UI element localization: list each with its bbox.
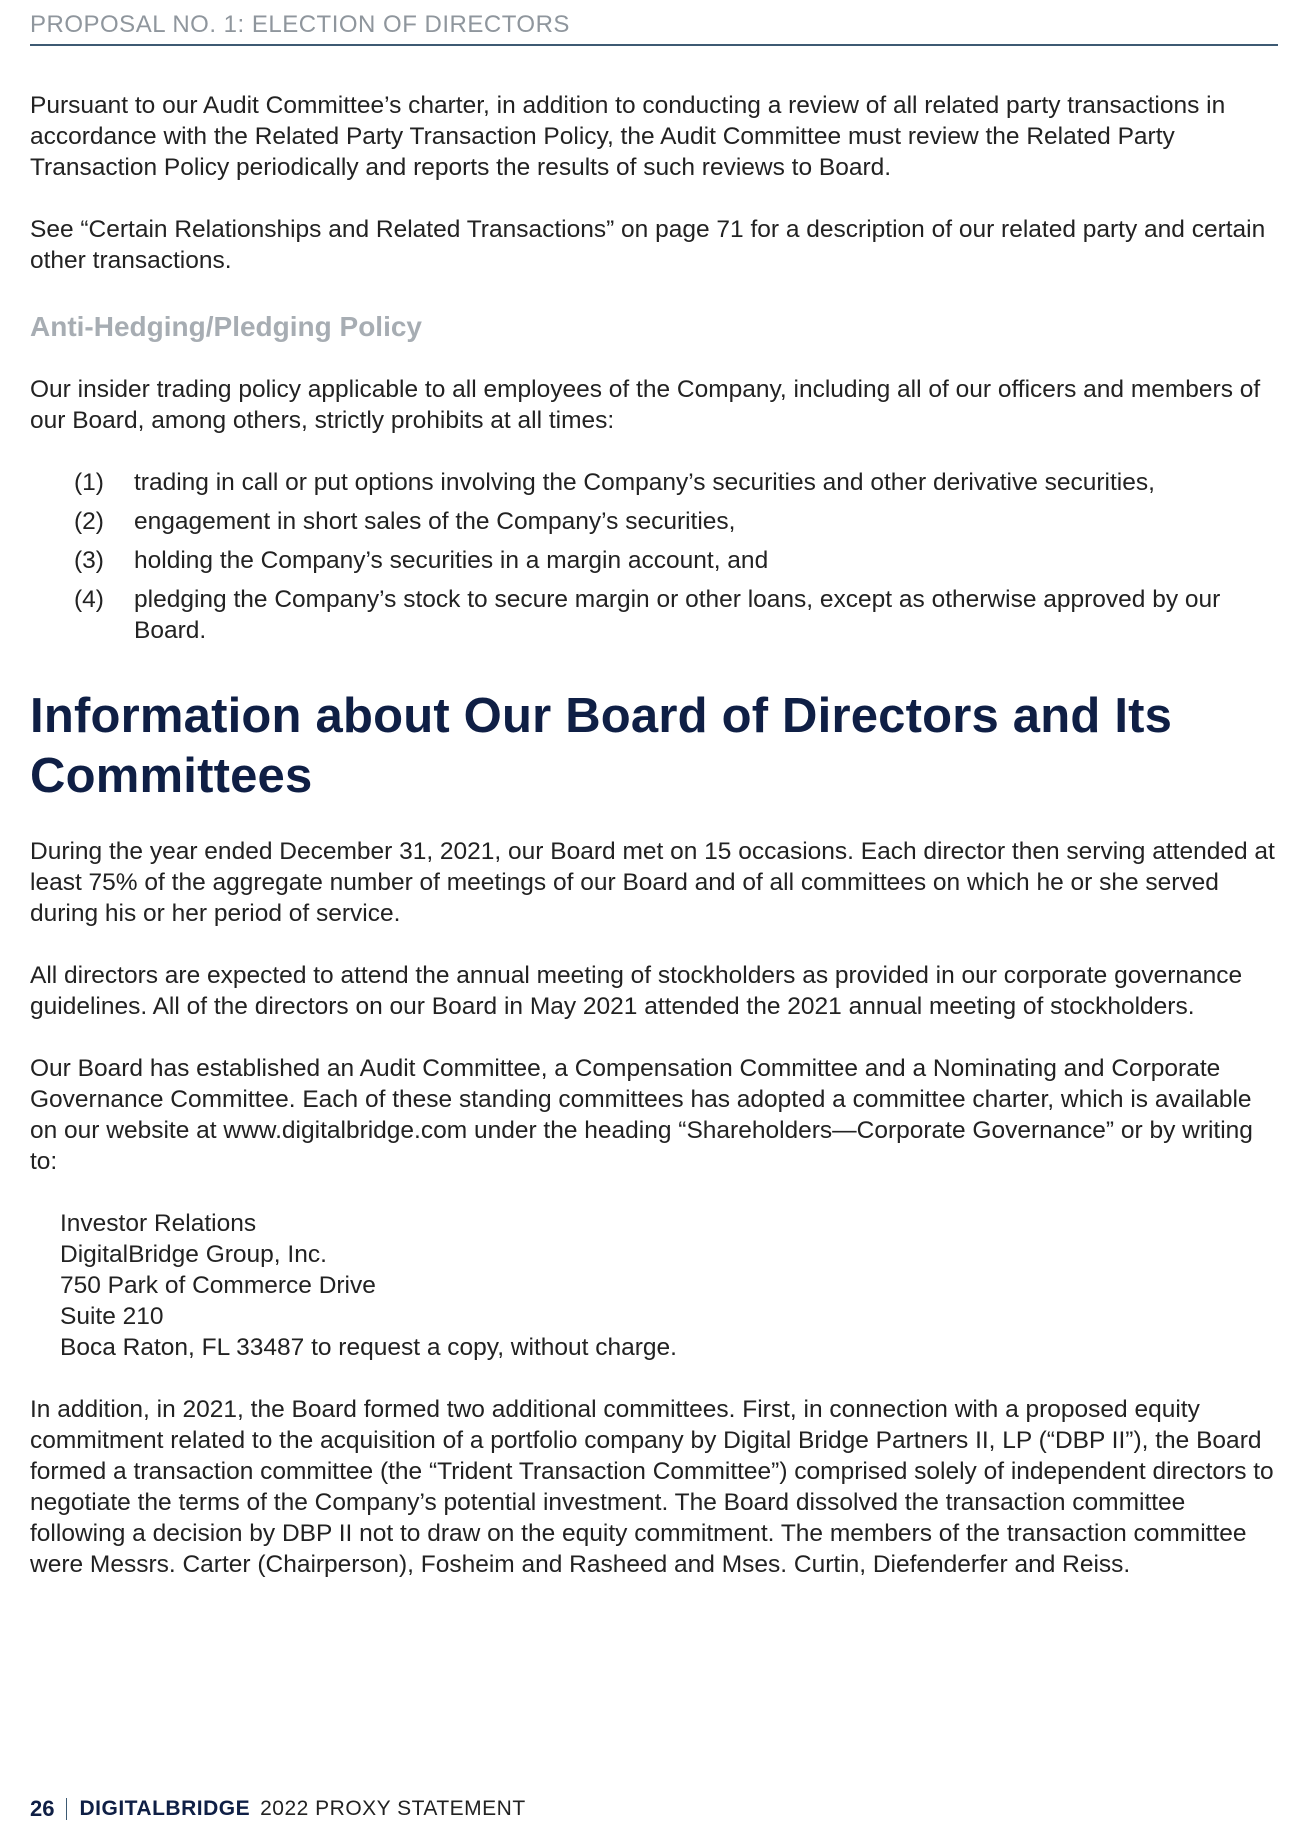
running-header: PROPOSAL NO. 1: ELECTION OF DIRECTORS — [30, 10, 1278, 46]
paragraph-see-related-transactions: See “Certain Relationships and Related Transactions” on page 71 for a description of our related party and certain other transactions. — [30, 216, 1266, 274]
list-item — [30, 545, 1278, 576]
list-item-number: (1) — [74, 469, 104, 496]
paragraph-board-meetings: During the year ended December 31, 2021, our Board met on 15 occasions. Each director then serving attended at least 75% of the aggregate number of meetings of our Board and of all committees on which he or she served during his or her period of service. — [30, 838, 1275, 927]
paragraph-annual-meeting-attendance: All directors are expected to attend the annual meeting of stockholders as provided in our corporate governance guidelines. All of the directors on our Board in May 2021 attended the 2021 annual meeting of stockholders. — [30, 962, 1243, 1020]
paragraph-audit-charter: Pursuant to our Audit Committee’s charter, in addition to conducting a review of all related party transactions in accordance with the Related Party Transaction Policy, the Audit Committee must review the Related Party Transaction Policy periodically and reports the results of such reviews to Board. — [30, 92, 1226, 181]
page-number: 26 — [30, 1796, 55, 1821]
paragraph-insider-trading-intro: Our insider trading policy applicable to all employees of the Company, including all of our officers and members of our Board, among others, strictly prohibits at all times: — [30, 376, 1261, 434]
list-item — [30, 506, 1278, 537]
list-item-text: holding the Company’s securities in a margin account, and — [134, 547, 769, 574]
list-item — [30, 467, 1278, 498]
address-line: Investor Relations — [60, 1210, 257, 1237]
paragraph-additional-committees: In addition, in 2021, the Board formed two additional committees. First, in connection with a proposed equity commitment related to the acquisition of a portfolio company by Digital Bridge Partners II, LP (“DBP II”), the Board formed a transaction committee (the “Trident Transaction Committee”) comprised solely of independent directors to negotiate the terms of the Company’s potential investment. The Board dissolved the transaction committee following a decision by DBP II not to draw on the equity commitment. The members of the transaction committee were Messrs. Carter (Chairperson), Fosheim and Rasheed and Mses. Curtin, Diefenderfer and Reiss. — [30, 1396, 1274, 1578]
board-info-heading: Information about Our Board of Directors and Its Committees — [30, 689, 1173, 803]
document-page — [30, 0, 1278, 1580]
list-item-number: (4) — [74, 586, 104, 613]
address-line: DigitalBridge Group, Inc. — [60, 1241, 327, 1268]
address-line: Suite 210 — [60, 1303, 164, 1330]
paragraph-standing-committees: Our Board has established an Audit Committee, a Compensation Committee and a Nominating and Corporate Governance Committee. Each of these standing committees has adopted a committee charter, which is available on our website at www.digitalbridge.com under the heading “Shareholders—Corporate Governance” or by writing to: — [30, 1055, 1253, 1175]
footer-brand: DIGITALBRIDGE — [79, 1797, 251, 1820]
address-line: 750 Park of Commerce Drive — [60, 1272, 376, 1299]
investor-relations-address — [30, 1208, 1278, 1363]
list-item-number: (3) — [74, 547, 104, 574]
list-item-text: trading in call or put options involving the Company’s securities and other derivative securities, — [134, 469, 1155, 496]
list-item — [30, 584, 1278, 646]
footer-divider — [66, 1798, 67, 1820]
list-item-number: (2) — [74, 508, 104, 535]
list-item-text: pledging the Company’s stock to secure margin or other loans, except as otherwise approved by our Board. — [134, 586, 1221, 644]
page-footer — [30, 1796, 526, 1822]
footer-document-title: 2022 PROXY STATEMENT — [260, 1797, 526, 1820]
list-item-text: engagement in short sales of the Company’s securities, — [134, 508, 736, 535]
prohibited-activities-list — [30, 467, 1278, 646]
anti-hedging-heading: Anti-Hedging/Pledging Policy — [30, 311, 422, 342]
address-line: Boca Raton, FL 33487 to request a copy, without charge. — [60, 1334, 677, 1361]
